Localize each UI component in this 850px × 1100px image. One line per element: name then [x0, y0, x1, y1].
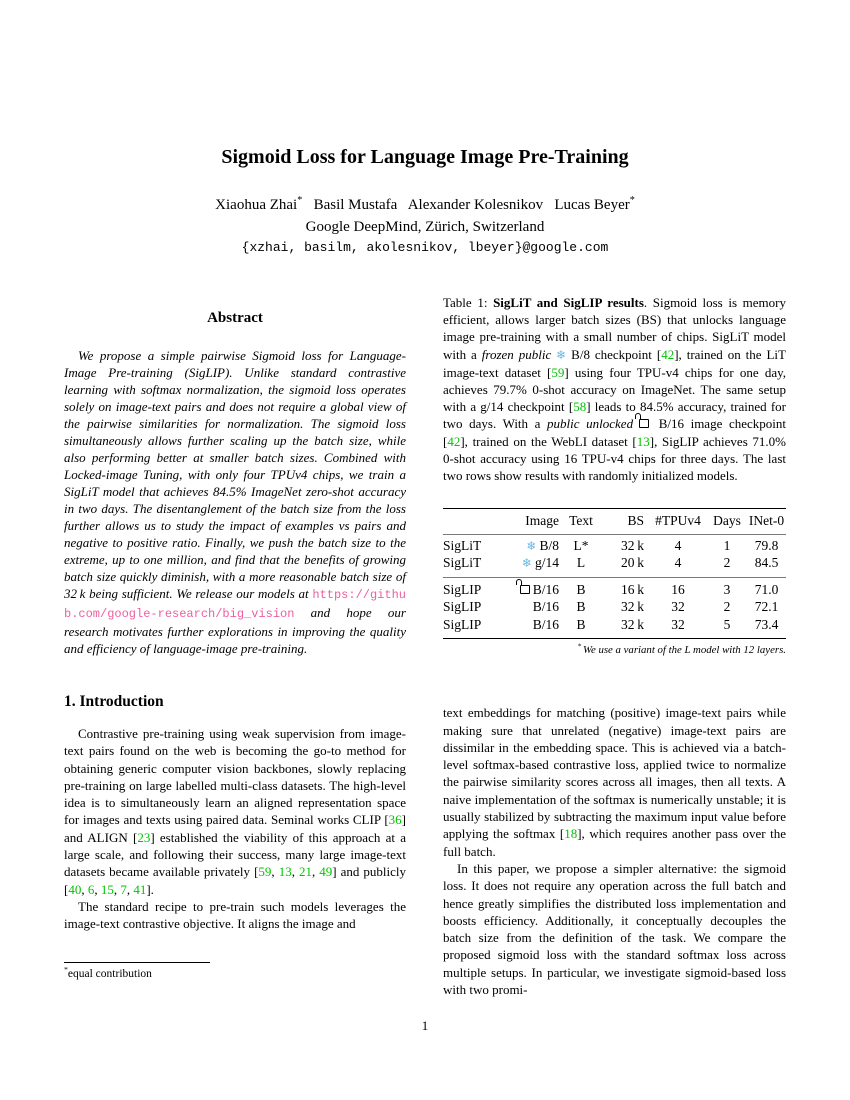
right-paragraph-1: text embeddings for matching (positive) image-text pairs while making sure that unrelated (negative) image-text pairs are dissimilar in the embedding space. This is achieved via a batch-level softmax-based contrastive loss, applied twice to normalize the pairwise similarity scores across all images, then all texts. A naive implementation of the softmax is numerically unstable; it is usually stabilized by subtracting the maximum input value before applying the softmax [18], which requires another pass over the full batch.: [443, 705, 786, 859]
author-line: Xiaohua Zhai* Basil Mustafa Alexander Kolesnikov Lucas Beyer*: [215, 195, 635, 213]
table-cell: 2: [723, 555, 731, 571]
table-row: [443, 582, 786, 600]
abstract-heading: Abstract: [207, 310, 263, 326]
citation-ref[interactable]: 7: [120, 881, 127, 897]
citation-ref[interactable]: 21: [298, 864, 312, 880]
table-header-INet-0: INet-0: [748, 513, 785, 529]
table-cell-image: B/16: [532, 599, 559, 615]
table-cell: 32 k: [621, 537, 644, 553]
citation-ref[interactable]: 13: [636, 433, 650, 449]
table-cell: SigLIP: [443, 599, 482, 615]
table-header-BS: BS: [627, 513, 644, 529]
table-footnote: * We use a variant of the L model with 12 layers.: [577, 641, 786, 657]
citation-ref[interactable]: 42: [447, 433, 461, 449]
table-cell: L*: [573, 537, 589, 553]
table-header-Text: Text: [569, 513, 593, 529]
citation-ref[interactable]: 13: [278, 864, 292, 880]
table-header-Days: Days: [713, 513, 741, 529]
section-heading-introduction: 1. Introduction: [64, 693, 164, 710]
table-1: [443, 508, 786, 656]
github-link[interactable]: https://github.com/google-research/big_vision: [64, 588, 406, 621]
citation-ref[interactable]: 40: [68, 881, 82, 897]
citation-ref[interactable]: 42: [661, 346, 675, 362]
table-header-Image: Image: [525, 513, 559, 529]
citation-ref[interactable]: 23: [137, 829, 151, 845]
table-cell: B: [576, 581, 586, 597]
table-cell-image: ❄ B/8: [526, 537, 559, 553]
table-cell: 16: [671, 581, 685, 597]
equal-contribution-footnote: [64, 962, 406, 980]
table-cell: 32: [671, 616, 685, 632]
table-group-divider: [443, 577, 786, 578]
citation-ref[interactable]: 58: [573, 399, 587, 415]
table-cell: SigLIP: [443, 616, 482, 632]
table-row: [443, 617, 786, 635]
table-cell: 72.1: [754, 599, 779, 615]
table-cell: SigLiT: [443, 537, 482, 553]
citation-ref[interactable]: 15: [100, 881, 114, 897]
right-column: [443, 294, 786, 998]
left-column: [64, 296, 406, 933]
citation-ref[interactable]: 59: [551, 364, 565, 380]
citation-ref[interactable]: 18: [564, 826, 578, 842]
table-cell: 4: [674, 537, 682, 553]
citation-ref[interactable]: 6: [87, 881, 95, 897]
intro-paragraph-2: The standard recipe to pre-train such models leverages the image-text contrastive objective. It aligns the image and: [64, 898, 406, 932]
snowflake-icon: ❄: [556, 347, 567, 362]
table-cell: 5: [723, 616, 731, 632]
table-cell-image: B/16: [532, 616, 559, 632]
table-cell: 32 k: [621, 599, 644, 615]
table-cell: 3: [723, 581, 731, 597]
citation-ref[interactable]: 41: [133, 881, 147, 897]
footnote-text: *equal contribution: [64, 965, 152, 980]
table-cell: L: [576, 555, 586, 571]
citation-ref[interactable]: 49: [319, 864, 333, 880]
footnote-rule: [64, 962, 210, 963]
table-cell: 1: [723, 537, 731, 553]
table-cell: 20 k: [621, 555, 644, 571]
table-cell: 16 k: [621, 581, 644, 597]
affiliation: Google DeepMind, Zürich, Switzerland: [305, 219, 545, 235]
table-cell: 79.8: [754, 537, 779, 553]
citation-ref[interactable]: 36: [388, 812, 402, 828]
author-emails: {xzhai, basilm, akolesnikov, lbeyer}@google.com: [241, 240, 609, 255]
snowflake-icon: ❄: [521, 556, 532, 571]
unlocked-padlock-icon: [520, 585, 530, 594]
table-cell-image: ❄ g/14: [521, 555, 559, 571]
table-cell: 2: [723, 599, 731, 615]
table-cell-image: B/16: [495, 582, 561, 598]
table-cell: 84.5: [754, 555, 779, 571]
table-row: [443, 599, 786, 617]
table-cell: 73.4: [754, 616, 779, 632]
table-cell: 32 k: [621, 616, 644, 632]
intro-paragraph-1: Contrastive pre-training using weak supervision from image-text pairs found on the web is becoming the go-to method for obtaining generic computer vision backbones, slowly replacing pre-training on large labelled multi-class datasets. The high-level idea is to simultaneously learn an aligned representation space for images and texts using paired data. Seminal works CLIP [36] and ALIGN [23] established the viability of this approach at a large scale, and following their success, many large image-text datasets became available privately [59, 13, 21, 49] and publicly [40, 6, 15, 7, 41].: [64, 726, 407, 897]
table-cell: 71.0: [754, 581, 779, 597]
table-header-row: [443, 511, 786, 535]
table-cell: B: [576, 599, 586, 615]
table-header-#TPUv4: #TPUv4: [655, 513, 701, 529]
right-paragraph-2: In this paper, we propose a simpler alternative: the sigmoid loss. It does not require any operation across the full batch and hence greatly simplifies the distributed loss implementation and boosts efficiency. Additionally, it conceptually decouples the batch size from the definition of the task. We compare the proposed sigmoid loss with the standard softmax loss across multiple setups. In particular, we investigate sigmoid-based loss with two promi-: [443, 860, 786, 997]
abstract-text: We propose a simple pairwise Sigmoid loss for Language-Image Pre-training (SigLIP). Unlike standard contrastive learning with softmax normalization, the sigmoid loss operates solely on image-text pairs and does not require a global view of the pairwise similarities for normalization. The sigmoid loss simultaneously allows further scaling up the batch size, while also performing better at smaller batch sizes. Combined with Locked-image Tuning, with only four TPUv4 chips, we train a SigLiT model that achieves 84.5% ImageNet zero-shot accuracy in two days. The disentanglement of the batch size from the loss further allows us to study the impact of examples vs pairs and negative to positive ratio. Finally, we push the batch size to the extreme, up to one million, and find that the benefits of growing batch size quickly diminish, with a more reasonable batch size of 32 k being sufficient. We release our models at https://github.com/google-research/big_vision and hope our research motivates further explorations in improving the quality and efficiency of language-image pre-training.: [64, 348, 406, 656]
paper-title: Sigmoid Loss for Language Image Pre-Training: [221, 146, 629, 168]
table-cell: SigLIP: [443, 581, 482, 597]
snowflake-icon: ❄: [526, 538, 537, 553]
unlocked-padlock-icon: [639, 419, 649, 428]
table-cell: B: [576, 616, 586, 632]
table-cell: SigLiT: [443, 555, 482, 571]
table-1-caption: Table 1: SigLiT and SigLIP results. Sigmoid loss is memory efficient, allows larger batch sizes (BS) that unlocks language image pre-training with a small number of chips. SigLiT model with a frozen public ❄ B/8 checkpoint [42], trained on the LiT image-text dataset [59] using four TPU-v4 chips for one day, achieves 79.7% 0-shot accuracy on ImageNet. The same setup with a g/14 checkpoint [58] leads to 84.5% accuracy, trained for two days. With a public unlocked B/16 image checkpoint [42], trained on the WebLI dataset [13], SigLIP achieves 71.0% 0-shot accuracy using 16 TPU-v4 chips for three days. The last two rows show results with randomly initialized models.: [443, 295, 786, 484]
table-row: [443, 538, 786, 556]
table-cell: 4: [674, 555, 682, 571]
table-row: [443, 555, 786, 573]
page-number: 1: [421, 1018, 429, 1033]
table-cell: 32: [671, 599, 685, 615]
citation-ref[interactable]: 59: [258, 864, 272, 880]
